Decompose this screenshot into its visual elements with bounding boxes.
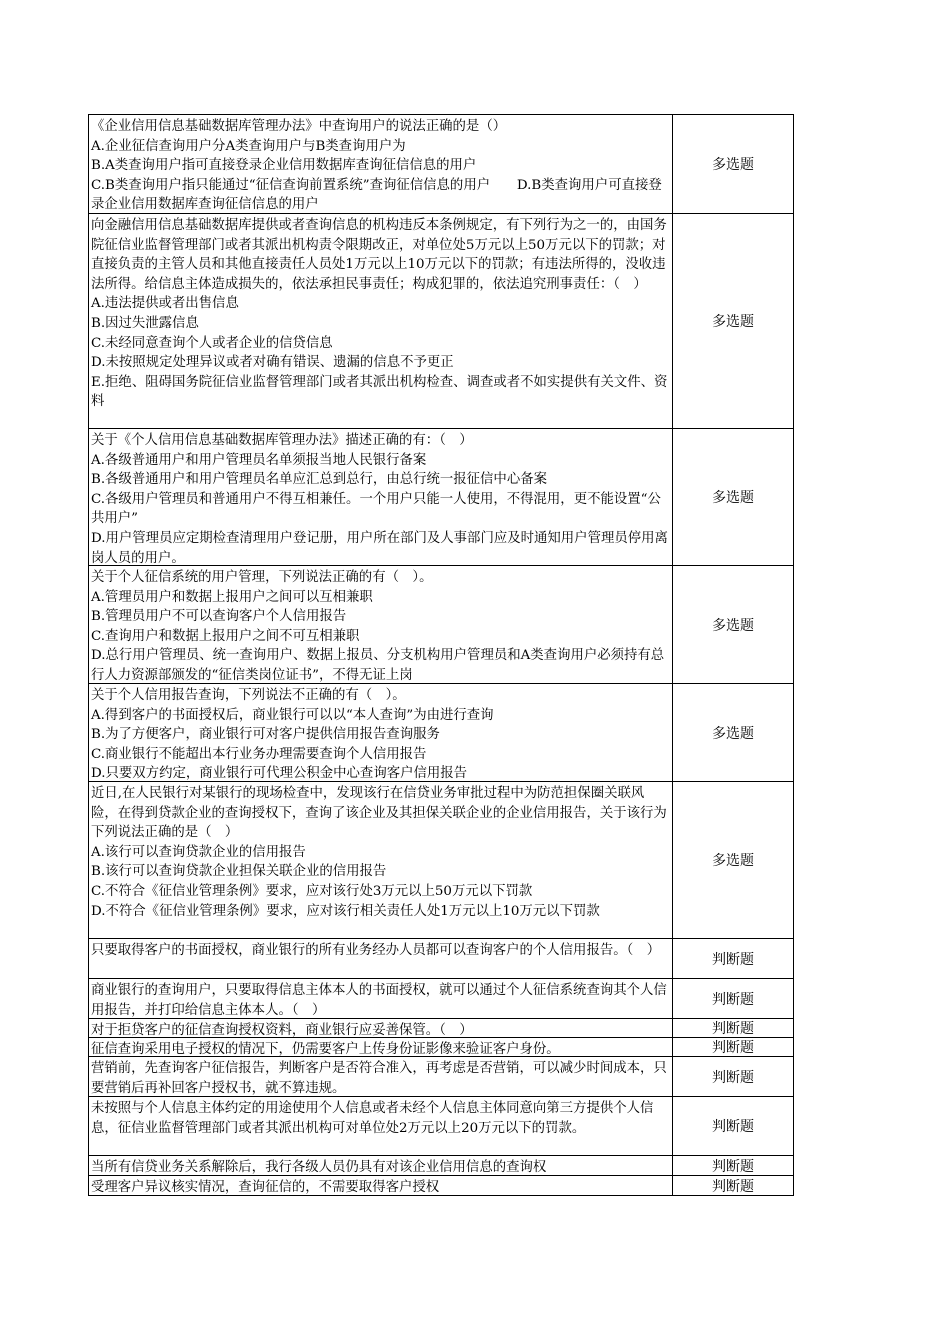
table-row (88, 214, 794, 429)
question-type: 判断题 (712, 1158, 754, 1175)
question-text: 当所有信贷业务关系解除后，我行各级人员仍具有对该企业信用信息的查询权 (89, 1156, 673, 1175)
question-text: 营销前，先查询客户征信报告，判断客户是否符合准入，再考虑是否营销，可以减少时间成本，只要营销后再补回客户授权书，就不算违规。 (89, 1057, 673, 1096)
question-table (88, 114, 794, 1196)
table-row (88, 979, 794, 1019)
table-row (88, 782, 794, 939)
question-text: 商业银行的查询用户，只要取得信息主体本人的书面授权，就可以通过个人征信系统查询其个人信用报告，并打印给信息主体本人。（ ） (89, 979, 673, 1018)
table-row (88, 566, 794, 684)
question-type: 判断题 (712, 951, 754, 968)
table-row (88, 1038, 794, 1057)
question-type: 判断题 (712, 1119, 754, 1135)
question-type: 判断题 (712, 1040, 754, 1056)
table-row (88, 684, 794, 782)
question-type: 多选题 (712, 314, 754, 330)
table-row (88, 1057, 794, 1097)
question-type: 多选题 (712, 157, 754, 173)
table-row (88, 429, 794, 566)
table-row (88, 939, 794, 979)
question-text: 《企业信用信息基础数据库管理办法》中查询用户的说法正确的是（） A.企业征信查询用户分A类查询用户与B类查询用户为 B.A类查询用户指可直接登录企业信用数据库查询征信信息的用户 C.B类查询用户指只能通过“征信查询前置系统”查询征信信息的用户 D.B类查询用户可直接登录企业信用数据库查询征信信息的用户 (89, 115, 673, 213)
question-text: 关于《个人信用信息基础数据库管理办法》描述正确的有：（ ） A.各级普通用户和用户管理员名单须报当地人民银行备案 B.各级普通用户和用户管理员名单应汇总到总行，由总行统一报征信中心备案 C.各级用户管理员和普通用户不得互相兼任。一个用户只能一人使用，不得混用，更不能设置“公共用户” D.用户管理员应定期检查清理用户登记册，用户所在部门及人事部门应及时通知用户管理员停用离岗人员的用户。 (89, 429, 673, 565)
question-type: 判断题 (712, 1069, 754, 1086)
question-text: 未按照与个人信息主体约定的用途使用个人信息或者未经个人信息主体同意向第三方提供个人信息，征信业监督管理部门或者其派出机构可对单位处2万元以上20万元以下的罚款。 (89, 1097, 673, 1155)
table-row (88, 1097, 794, 1156)
question-type: 判断题 (712, 1178, 754, 1195)
table-row (88, 1156, 794, 1176)
question-text: 只要取得客户的书面授权，商业银行的所有业务经办人员都可以查询客户的个人信用报告。（ ） (89, 939, 673, 978)
table-row (88, 114, 794, 214)
question-type: 判断题 (712, 1021, 754, 1037)
question-text: 向金融信用信息基础数据库提供或者查询信息的机构违反本条例规定，有下列行为之一的，由国务院征信业监督管理部门或者其派出机构责令限期改正，对单位处5万元以上50万元以下的罚款；对直接负责的主管人员和其他直接责任人员处1万元以上10万元以下的罚款；有违法所得的，没收违法所得。给信息主体造成损失的，依法承担民事责任；构成犯罪的，依法追究刑事责任：（ ） A.违法提供或者出售信息 B.因过失泄露信息 C.未经同意查询个人或者企业的信贷信息 D.未按照规定处理异议或者对确有错误、遗漏的信息不予更正 E.拒绝、阻碍国务院征信业监督管理部门或者其派出机构检查、调查或者不如实提供有关文件、资料 (89, 214, 673, 428)
question-text: 受理客户异议核实情况，查询征信的，不需要取得客户授权 (89, 1176, 673, 1195)
table-row (88, 1176, 794, 1196)
question-type: 多选题 (712, 617, 754, 634)
question-text: 近日,在人民银行对某银行的现场检查中，发现该行在信贷业务审批过程中为防范担保圈关联风险，在得到贷款企业的查询授权下，查询了该企业及其担保关联企业的企业信用报告，关于该行为下列说法正确的是（ ） A.该行可以查询贷款企业的信用报告 B.该行可以查询贷款企业担保关联企业的信用报告 C.不符合《征信业管理条例》要求，应对该行处3万元以上50万元以下罚款 D.不符合《征信业管理条例》要求，应对该行相关责任人处1万元以上10万元以下罚款 (89, 782, 673, 938)
question-text: 关于个人征信系统的用户管理，下列说法正确的有（ ）。 A.管理员用户和数据上报用户之间可以互相兼职 B.管理员用户不可以查询客户个人信用报告 C.查询用户和数据上报用户之间不可互相兼职 D.总行用户管理员、统一查询用户、数据上报员、分支机构用户管理员和A类查询用户必须持有总行人力资源部颁发的“征信类岗位证书”，不得无证上岗 (89, 566, 673, 683)
question-type: 多选题 (712, 490, 754, 506)
question-type: 多选题 (712, 725, 754, 742)
question-type: 多选题 (712, 853, 754, 869)
question-text: 征信查询采用电子授权的情况下，仍需要客户上传身份证影像来验证客户身份。 (89, 1038, 673, 1056)
question-text: 对于拒贷客户的征信查询授权资料，商业银行应妥善保管。（ ） (89, 1019, 673, 1037)
question-type: 判断题 (712, 991, 754, 1008)
table-row (88, 1019, 794, 1038)
question-text: 关于个人信用报告查询，下列说法不正确的有（ ）。 A.得到客户的书面授权后，商业银行可以以“本人查询”为由进行查询 B.为了方便客户，商业银行可对客户提供信用报告查询服务 C.商业银行不能超出本行业务办理需要查询个人信用报告 D.只要双方约定，商业银行可代理公积金中心查询客户信用报告 (89, 684, 673, 781)
